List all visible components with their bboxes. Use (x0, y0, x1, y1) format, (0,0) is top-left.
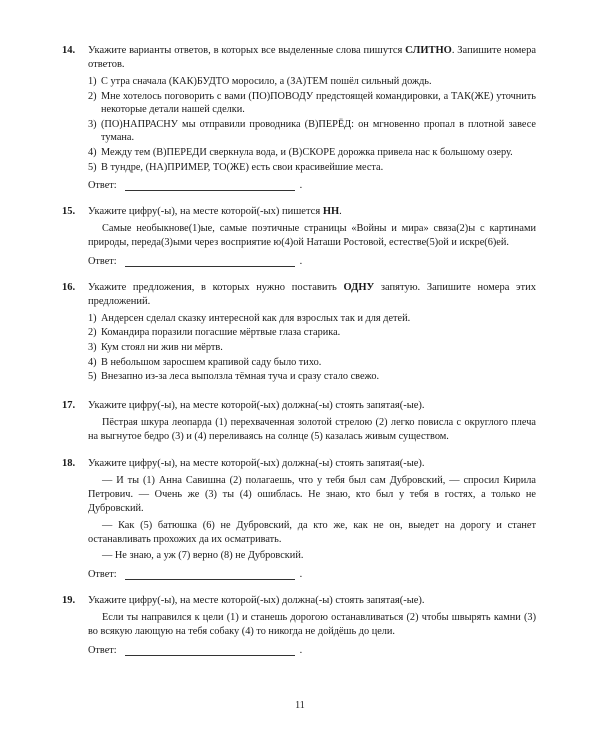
answer-row: Ответ: . (88, 255, 303, 267)
dialogue-line: — Как (5) батюшка (6) не Дубровский, да кто же, как не он, выедет на дорогу и станет останавливать прохожих да их осматривать. (88, 519, 536, 545)
option-item: 1) Андерсен сделал сказку интересной как для взрослых так и для детей. (88, 312, 411, 324)
answer-label: Ответ: (88, 255, 117, 267)
page-number: 11 (295, 700, 305, 711)
task-19 (62, 594, 536, 656)
task-prompt: Укажите предложения, в которых нужно поставить ОДНУ запятую. Запишите номера этих предложений. (88, 281, 536, 307)
task-15 (62, 205, 536, 267)
task-number: 18. (62, 458, 76, 470)
answer-field[interactable] (125, 256, 295, 267)
answer-label: Ответ: (88, 180, 117, 192)
task-text: Самые необыкнове(1)ые, самые поэтичные страницы «Войны и мира» связа(2)ы с картинами природы, переда(3)ыми через восприятие ю(4)ой Наташи Ростовой, естестве(5)ой и искре(6)ей. (88, 223, 536, 248)
option-item: 3) (ПО)НАПРАСНУ мы отправили проводника (В)ПЕРЁД: он мгновенно пропал в плотной завесе тумана. (88, 118, 536, 144)
option-item: 4) В небольшом заросшем крапивой саду было тихо. (88, 356, 322, 368)
task-number: 19. (62, 595, 76, 607)
answer-label: Ответ: (88, 644, 117, 656)
answer-field[interactable] (125, 569, 295, 580)
answer-options (88, 75, 536, 174)
option-item: 2) Мне хотелось поговорить с вами (ПО)ПОВОДУ предстоящей командировки, а ТАК(ЖЕ) уточнить некоторые детали нашей сделки. (88, 90, 536, 116)
answer-options (88, 312, 536, 384)
task-number: 17. (62, 399, 76, 411)
option-item: 4) Между тем (В)ПЕРЕДИ сверкнула вода, и (В)СКОРЕ дорожка привела нас к большому озеру. (88, 146, 513, 158)
dialogue-line: — И ты (1) Анна Савишна (2) полагаешь, что у тебя был сам Дубровский, — спросил Кирила Петрович. — Очень же (3) ты (4) ошиблась. Не знаю, кто был у тебя в гостях, а только не Дубровский. (88, 475, 536, 514)
option-item: 1) С утра сначала (КАК)БУДТО моросило, а (ЗА)ТЕМ пошёл сильный дождь. (88, 76, 432, 87)
answer-label: Ответ: (88, 569, 117, 581)
task-number: 16. (62, 281, 76, 293)
answer-row: Ответ: . (88, 180, 303, 192)
dialogue-line: — Не знаю, а уж (7) верно (8) не Дубровский. (102, 550, 304, 562)
task-number: 14. (62, 45, 76, 56)
task-prompt: Укажите варианты ответов, в которых все выделенные слова пишутся СЛИТНО. Запишите номера ответов. (88, 45, 536, 70)
option-item: 3) Кум стоял ни жив ни мёртв. (88, 341, 223, 353)
task-16 (62, 281, 536, 385)
task-prompt: Укажите цифру(-ы), на месте которой(-ых) должна(-ы) стоять запятая(-ые). (88, 458, 425, 470)
answer-row: Ответ: . (88, 644, 303, 656)
task-text: Если ты направился к цели (1) и станешь дорогою останавливаться (2) чтобы швырять камни (3) во всякую лающую на тебя собаку (4) то никогда не дойдёшь до цели. (88, 612, 536, 637)
task-14 (62, 44, 536, 191)
task-17 (62, 399, 536, 444)
task-18 (62, 457, 536, 580)
task-prompt: Укажите цифру(-ы), на месте которой(-ых) пишется НН. (88, 206, 342, 218)
task-text: Пёстрая шкура леопарда (1) перехваченная золотой стрелою (2) легко повисла с округлого плеча на выгнутое бедро (3) и (4) переливаясь на солнце (5) казалась живым существом. (88, 416, 536, 442)
option-item: 2) Командира поразили погасшие мёртвые глаза старика. (88, 327, 341, 339)
task-prompt: Укажите цифру(-ы), на месте которой(-ых) должна(-ы) стоять запятая(-ые). (88, 595, 425, 607)
option-item: 5) Внезапно из-за леса выползла тёмная туча и сразу стало свежо. (88, 371, 380, 383)
task-number: 15. (62, 206, 76, 218)
answer-field[interactable] (125, 645, 295, 656)
answer-row: Ответ: . (88, 569, 303, 581)
option-item: 5) В тундре, (НА)ПРИМЕР, ТО(ЖЕ) есть свои красивейшие места. (88, 161, 384, 173)
answer-field[interactable] (125, 180, 295, 191)
task-prompt: Укажите цифру(-ы), на месте которой(-ых) должна(-ы) стоять запятая(-ые). (88, 399, 425, 411)
